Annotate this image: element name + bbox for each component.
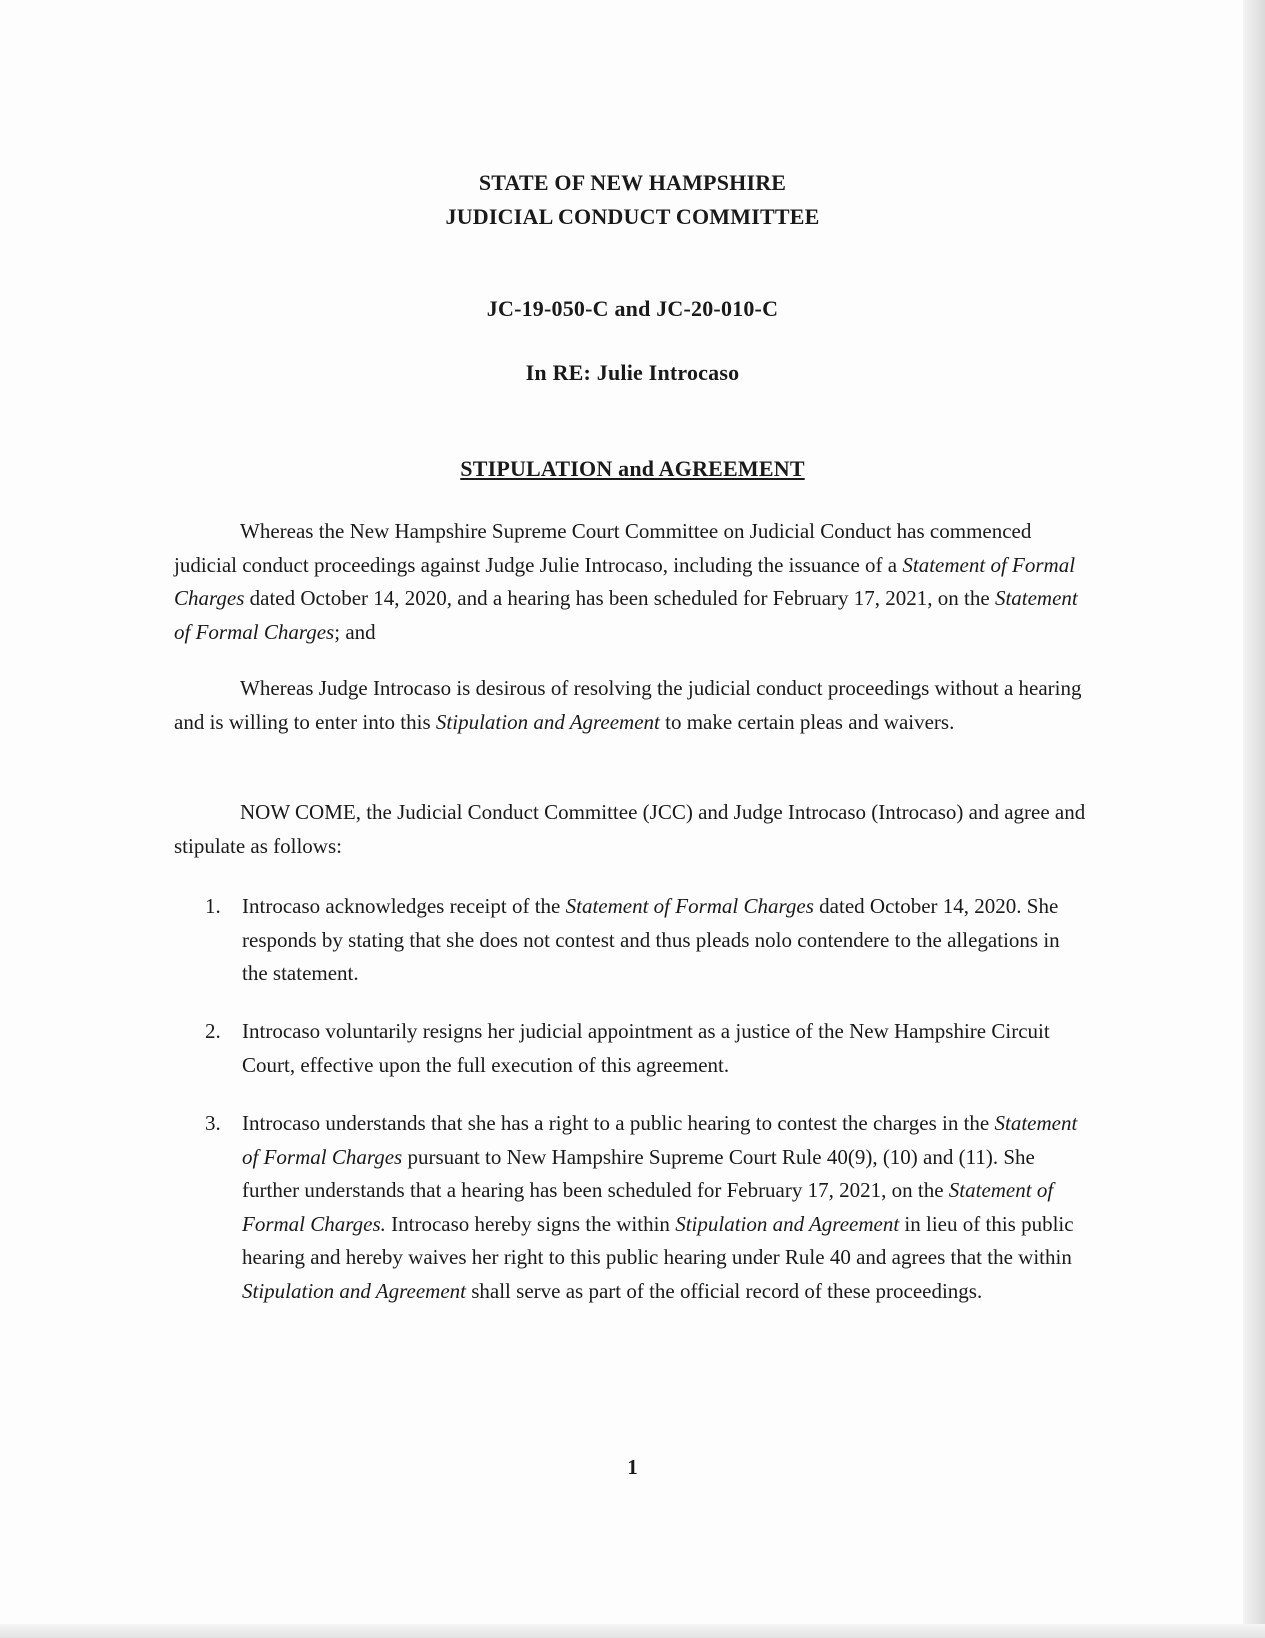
italic-run: Statement of Formal Charges	[174, 552, 1076, 610]
item-text	[242, 1015, 1090, 1082]
text-run: ; and	[334, 619, 376, 644]
list-item-2	[205, 1015, 1090, 1082]
italic-run: Stipulation and Agreement	[242, 1278, 466, 1303]
text-run: Introcaso hereby signs the within	[385, 1211, 676, 1236]
text-run: dated October 14, 2020, and a hearing has been scheduled for February 17, 2021, on the	[244, 586, 995, 610]
scan-edge-bottom	[0, 1624, 1265, 1638]
item-text	[242, 890, 1090, 991]
italic-run: Statement of Formal Charges	[565, 894, 814, 918]
scan-edge-right	[1243, 0, 1265, 1638]
now-come-paragraph	[174, 796, 1094, 863]
item-number: 2.	[205, 1019, 221, 1043]
case-numbers: JC-19-050-C and JC-20-010-C	[486, 296, 779, 321]
text-run: dated October 14, 2020. She responds by stating that she does not contest and thus pleads nolo contendere to the allegations in the statement.	[242, 894, 1060, 985]
text-run: Introcaso voluntarily resigns her judicial appointment as a justice of the New Hampshire Circuit Court, effective upon the full execution of this agreement.	[242, 1019, 1050, 1077]
whereas-paragraph-2	[174, 672, 1094, 739]
text-run: in lieu of this public hearing and hereby waives her right to this public hearing under Rule 40 and agrees that the within	[242, 1211, 1074, 1269]
list-item-3	[205, 1107, 1090, 1308]
document-title: STIPULATION and AGREEMENT	[460, 456, 805, 481]
text-run: pursuant to New Hampshire Supreme Court Rule 40(9), (10) and (11). She further understands that a hearing has been scheduled for February 17, 2021, on the	[242, 1144, 1035, 1202]
whereas-paragraph-1	[174, 515, 1094, 649]
text-run: Introcaso understands that she has a right to a public hearing to contest the charges in the	[242, 1111, 995, 1135]
italic-run: Stipulation and Agreement	[435, 709, 660, 734]
state-heading: STATE OF NEW HAMPSHIRE	[478, 170, 787, 195]
committee-heading: JUDICIAL CONDUCT COMMITTEE	[445, 204, 820, 229]
in-re-line: In RE: Julie Introcaso	[525, 360, 740, 385]
text-run: Whereas the New Hampshire Supreme Court Committee on Judicial Conduct has commenced judicial conduct proceedings against Judge Julie Introcaso, including the issuance of a	[174, 519, 1032, 577]
italic-run: Stipulation and Agreement	[675, 1211, 900, 1236]
text-run: Introcaso acknowledges receipt of the	[242, 894, 566, 918]
text-run: shall serve as part of the official record of these proceedings.	[465, 1278, 983, 1303]
page-number: 1	[627, 1455, 638, 1479]
text-run: to make certain pleas and waivers.	[659, 709, 955, 734]
item-text	[242, 1107, 1090, 1308]
list-item-1	[205, 890, 1090, 991]
text-run: NOW COME, the Judicial Conduct Committee (JCC) and Judge Introcaso (Introcaso) and agree and stipulate as follows:	[174, 800, 1086, 858]
italic-run: Statement of Formal Charges	[174, 586, 1078, 644]
item-number: 1.	[205, 894, 221, 918]
text-run: Whereas Judge Introcaso is desirous of resolving the judicial conduct proceedings without a hearing and is willing to enter into this	[174, 676, 1082, 734]
italic-run: Statement of Formal Charges.	[242, 1178, 1054, 1236]
italic-run: Statement of Formal Charges	[242, 1111, 1078, 1169]
item-number: 3.	[205, 1111, 221, 1135]
